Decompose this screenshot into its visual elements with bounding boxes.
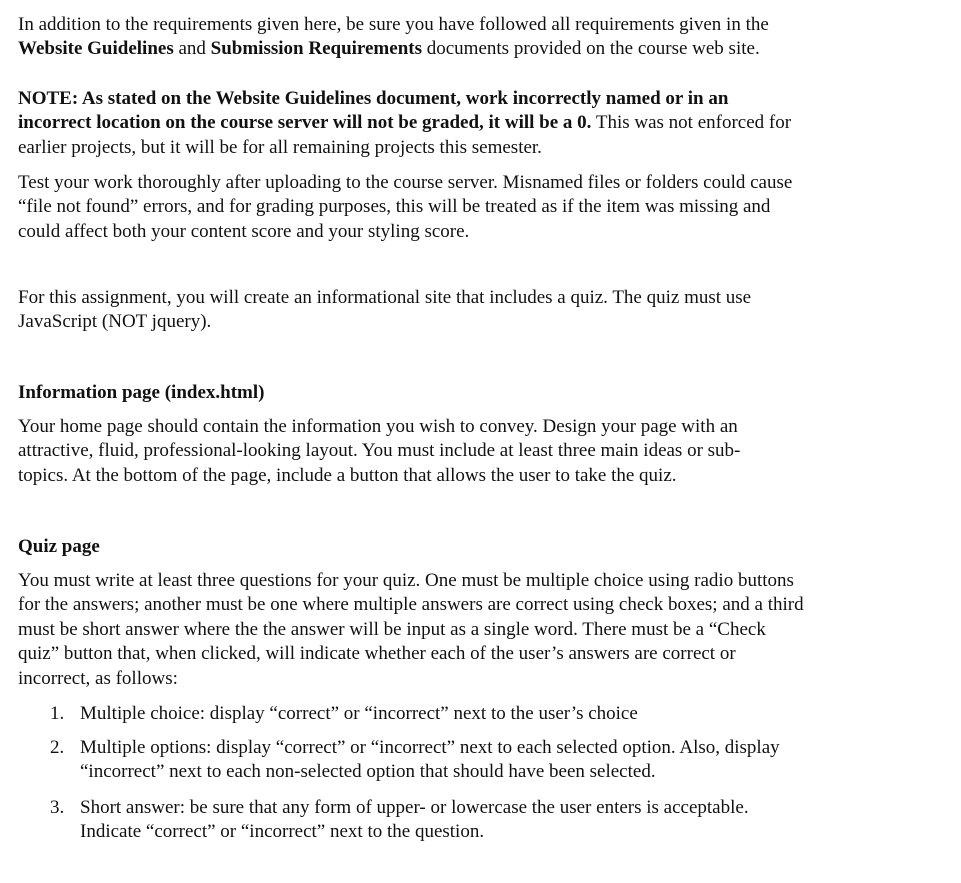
list-number: 1. — [50, 703, 65, 724]
text: topics. At the bottom of the page, include a button that allows the user to take the quiz. — [18, 464, 677, 486]
text: JavaScript (NOT jquery). — [18, 311, 212, 333]
bold-text: NOTE: As stated on the Website Guidelines document, work incorrectly named or in an — [18, 88, 729, 109]
text-line — [18, 464, 951, 488]
text-line — [18, 569, 951, 593]
text-line — [18, 642, 951, 666]
list-number: 3. — [50, 797, 65, 818]
text-line — [18, 37, 951, 61]
list-item — [50, 736, 951, 785]
text-line — [18, 87, 951, 111]
list-text — [80, 736, 780, 785]
information-page-heading — [18, 381, 951, 405]
text-line — [18, 136, 951, 160]
text-line: Multiple options: display “correct” or “incorrect” next to each selected option. Also, display — [80, 737, 780, 758]
note-paragraph — [18, 87, 951, 160]
text-line — [18, 195, 951, 219]
text: earlier projects, but it will be for all remaining projects this semester. — [18, 136, 542, 158]
text: must be short answer where the the answer will be input as a single word. There must be a “Check — [18, 618, 766, 640]
bold-text: incorrect location on the course server will not be graded, it will be a 0. — [18, 112, 592, 134]
text: incorrect, as follows: — [18, 667, 178, 689]
bold-text: Submission Requirements — [210, 38, 422, 60]
text-line — [18, 439, 951, 463]
text: for the answers; another must be one where multiple answers are correct using check boxes; and a third — [18, 594, 804, 616]
list-number: 2. — [50, 737, 65, 758]
text-line — [18, 286, 951, 310]
text-line — [18, 220, 951, 244]
testing-paragraph — [18, 171, 951, 244]
text-line — [18, 667, 951, 691]
list-text — [80, 796, 749, 845]
list-item — [50, 796, 951, 845]
text-line — [18, 535, 951, 559]
text-line — [18, 381, 951, 405]
text-line: Short answer: be sure that any form of upper- or lowercase the user enters is acceptable. — [80, 797, 749, 818]
list-text — [80, 702, 638, 726]
text-line — [18, 310, 951, 334]
text-line — [18, 415, 951, 439]
bold-text: Information page (index.html) — [18, 382, 265, 403]
assignment-paragraph — [18, 286, 951, 335]
text: You must write at least three questions for your quiz. One must be multiple choice using radio buttons — [18, 570, 794, 591]
text-line — [18, 171, 951, 195]
text-line — [18, 111, 951, 135]
quiz-page-heading — [18, 535, 951, 559]
text: documents provided on the course web site. — [422, 38, 760, 60]
text-line — [18, 593, 951, 617]
text: This was not enforced for — [591, 112, 792, 134]
text: Test your work thoroughly after uploading to the course server. Misnamed files or folders could cause — [18, 172, 793, 193]
text: In addition to the requirements given here, be sure you have followed all requirements given in the — [18, 14, 769, 35]
text-line: Indicate “correct” or “incorrect” next to the question. — [80, 821, 485, 843]
text-line — [18, 618, 951, 642]
text: quiz” button that, when clicked, will indicate whether each of the user’s answers are correct or — [18, 643, 736, 665]
text-line — [18, 13, 951, 37]
text-line: Multiple choice: display “correct” or “incorrect” next to the user’s choice — [80, 703, 638, 724]
text: could affect both your content score and your styling score. — [18, 220, 470, 242]
intro-paragraph — [18, 13, 951, 62]
text: For this assignment, you will create an informational site that includes a quiz. The quiz must use — [18, 287, 752, 308]
quiz-page-paragraph — [18, 569, 951, 691]
text: attractive, fluid, professional-looking layout. You must include at least three main ideas or sub- — [18, 440, 741, 462]
information-page-paragraph — [18, 415, 951, 488]
bold-text: Quiz page — [18, 536, 100, 557]
text: and — [173, 38, 211, 60]
list-item — [50, 702, 951, 726]
text: Your home page should contain the information you wish to convey. Design your page with an — [18, 416, 738, 437]
bold-text: Website Guidelines — [18, 38, 174, 60]
text: “file not found” errors, and for grading purposes, this will be treated as if the item was missing and — [18, 196, 771, 218]
text-line: “incorrect” next to each non-selected option that should have been selected. — [80, 761, 656, 783]
